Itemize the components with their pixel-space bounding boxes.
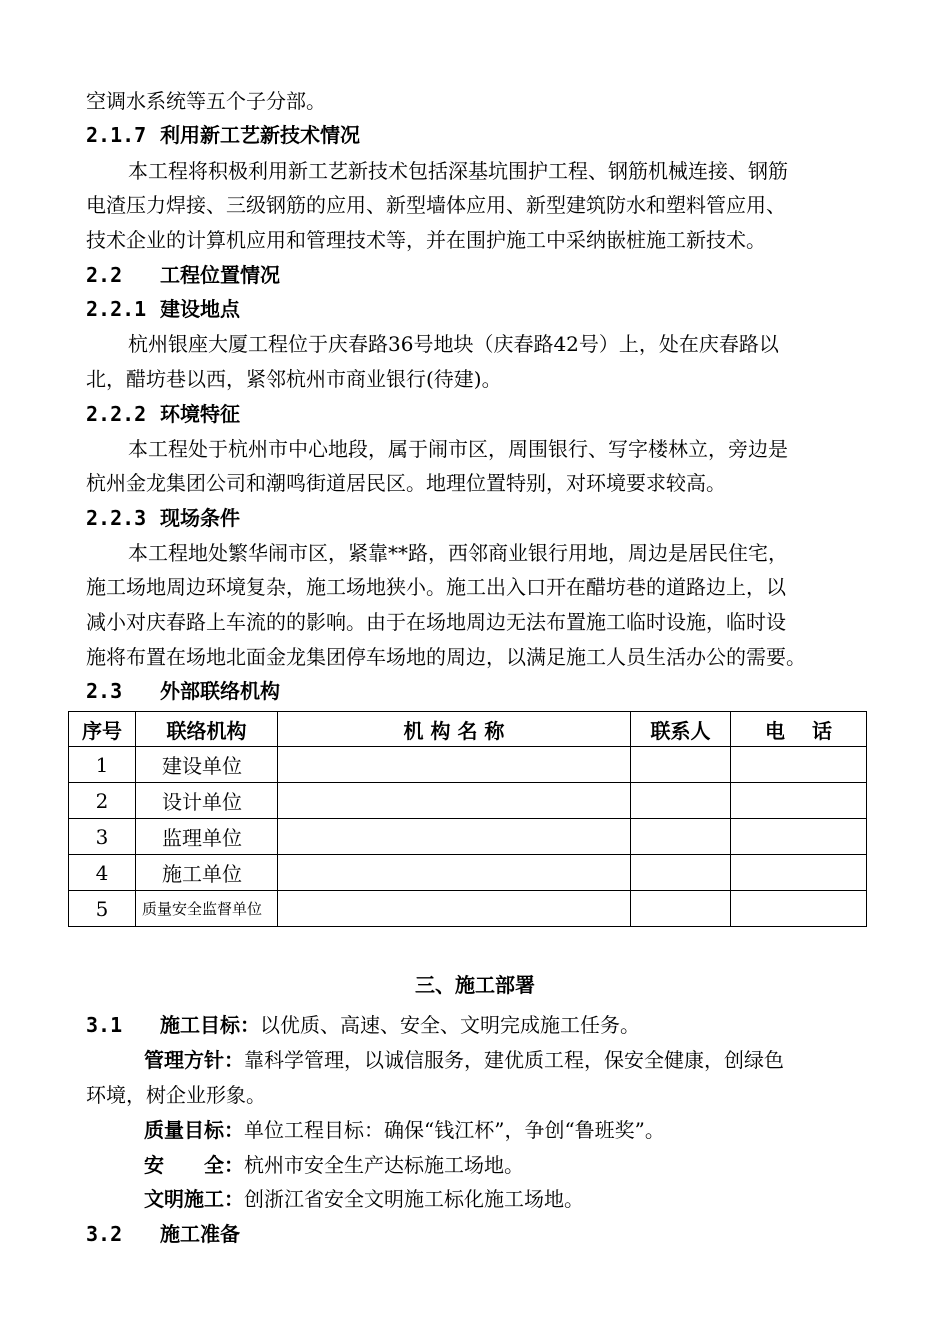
row-number: 5 bbox=[69, 891, 136, 927]
civil-text: 创浙江省安全文明施工标化施工场地。 bbox=[244, 1187, 584, 1211]
empty-cell bbox=[731, 747, 867, 783]
safety-text: 杭州市安全生产达标施工场地。 bbox=[244, 1153, 524, 1177]
header-cell: 联系人 bbox=[631, 712, 731, 747]
empty-cell bbox=[278, 783, 631, 819]
safety-label: 安 全： bbox=[144, 1153, 244, 1177]
text-line: 本工程地处繁华闹市区，紧靠**路，西邻商业银行用地，周边是居民住宅， bbox=[128, 541, 788, 565]
text-line: 杭州银座大厦工程位于庆春路36号地块（庆春路42号）上，处在庆春路以 bbox=[128, 332, 779, 356]
section-heading-3-2 bbox=[86, 1217, 881, 1251]
text-line: 减小对庆春路上车流的的影响。由于在场地周边无法布置施工临时设施，临时设 bbox=[86, 610, 786, 634]
row-org: 建设单位 bbox=[136, 747, 278, 783]
empty-cell bbox=[631, 819, 731, 855]
section-heading-2-2-1 bbox=[86, 292, 881, 326]
row-number: 2 bbox=[69, 783, 136, 819]
quality-label: 质量目标： bbox=[144, 1118, 244, 1142]
section-number: 2.1.7 bbox=[86, 123, 147, 147]
table-row bbox=[69, 891, 867, 927]
empty-cell bbox=[731, 819, 867, 855]
section-heading-3-1 bbox=[86, 1008, 881, 1042]
table-row bbox=[69, 819, 867, 855]
civil-label: 文明施工： bbox=[144, 1187, 244, 1211]
policy-text: 靠科学管理，以诚信服务，建优质工程，保安全健康，创绿色 bbox=[244, 1048, 784, 1072]
text-line: 空调水系统等五个子分部。 bbox=[86, 89, 326, 113]
empty-cell bbox=[278, 891, 631, 927]
section-heading-2-2 bbox=[86, 258, 881, 292]
row-org: 设计单位 bbox=[136, 783, 278, 819]
section-title: 外部联络机构 bbox=[160, 679, 280, 703]
section-heading-2-2-3 bbox=[86, 501, 881, 535]
text-line: 本工程将积极利用新工艺新技术包括深基坑围护工程、钢筋机械连接、钢筋 bbox=[128, 159, 788, 183]
table-row bbox=[69, 855, 867, 891]
text-line: 北，醋坊巷以西，紧邻杭州市商业银行(待建)。 bbox=[86, 367, 502, 391]
header-cell: 电 话 bbox=[731, 712, 867, 747]
header-cell: 机 构 名 称 bbox=[278, 712, 631, 747]
section-title: 施工准备 bbox=[160, 1222, 240, 1246]
empty-cell bbox=[278, 819, 631, 855]
policy-line bbox=[144, 1043, 939, 1077]
row-org: 监理单位 bbox=[136, 819, 278, 855]
safety-line bbox=[144, 1148, 939, 1182]
empty-cell bbox=[631, 855, 731, 891]
text-line: 环境，树企业形象。 bbox=[86, 1083, 266, 1107]
text-line: 杭州金龙集团公司和潮鸣街道居民区。地理位置特别，对环境要求较高。 bbox=[86, 471, 726, 495]
header-cell: 序号 bbox=[69, 712, 136, 747]
text-line: 施将布置在场地北面金龙集团停车场地的周边，以满足施工人员生活办公的需要。 bbox=[86, 645, 806, 669]
section-heading-2-1-7 bbox=[86, 118, 881, 152]
civil-line bbox=[144, 1182, 939, 1216]
empty-cell bbox=[278, 747, 631, 783]
empty-cell bbox=[631, 747, 731, 783]
row-org: 质量安全监督单位 bbox=[136, 891, 278, 927]
empty-cell bbox=[731, 783, 867, 819]
section-number: 2.2.1 bbox=[86, 297, 147, 321]
section-title: 环境特征 bbox=[160, 402, 240, 426]
section-number: 3.2 bbox=[86, 1222, 123, 1246]
header-cell: 联络机构 bbox=[136, 712, 278, 747]
row-number: 4 bbox=[69, 855, 136, 891]
row-org: 施工单位 bbox=[136, 855, 278, 891]
text-line: 本工程处于杭州市中心地段，属于闹市区，周围银行、写字楼林立，旁边是 bbox=[128, 437, 788, 461]
empty-cell bbox=[731, 855, 867, 891]
empty-cell bbox=[631, 783, 731, 819]
row-number: 3 bbox=[69, 819, 136, 855]
text-line: 技术企业的计算机应用和管理技术等，并在围护施工中采纳嵌桩施工新技术。 bbox=[86, 228, 766, 252]
section-number: 2.3 bbox=[86, 679, 123, 703]
section-heading-2-2-2 bbox=[86, 397, 881, 431]
section-title: 利用新工艺新技术情况 bbox=[160, 123, 360, 147]
table-row bbox=[69, 747, 867, 783]
section-heading-2-3 bbox=[86, 674, 881, 708]
text-line: 施工场地周边环境复杂，施工场地狭小。施工出入口开在醋坊巷的道路边上，以 bbox=[86, 575, 786, 599]
section-number: 3.1 bbox=[86, 1013, 123, 1037]
section-title: 建设地点 bbox=[160, 297, 240, 321]
empty-cell bbox=[278, 855, 631, 891]
policy-label: 管理方针： bbox=[144, 1048, 244, 1072]
table-header-row bbox=[69, 712, 867, 747]
empty-cell bbox=[631, 891, 731, 927]
section-number: 2.2.3 bbox=[86, 506, 147, 530]
section-number: 2.2 bbox=[86, 263, 123, 287]
section-number: 2.2.2 bbox=[86, 402, 147, 426]
empty-cell bbox=[731, 891, 867, 927]
quality-text: 单位工程目标：确保“钱江杯”，争创“鲁班奖”。 bbox=[244, 1118, 665, 1142]
goal-text: 以优质、高速、安全、文明完成施工任务。 bbox=[260, 1013, 640, 1037]
contact-table bbox=[68, 711, 867, 927]
section-title: 现场条件 bbox=[160, 506, 240, 530]
text-line: 电渣压力焊接、三级钢筋的应用、新型墙体应用、新型建筑防水和塑料管应用、 bbox=[86, 193, 786, 217]
goal-label: 施工目标： bbox=[160, 1013, 260, 1037]
chapter-heading: 三、施工部署 bbox=[415, 973, 535, 997]
quality-line bbox=[144, 1113, 939, 1147]
table-row bbox=[69, 783, 867, 819]
section-title: 工程位置情况 bbox=[160, 263, 280, 287]
row-number: 1 bbox=[69, 747, 136, 783]
